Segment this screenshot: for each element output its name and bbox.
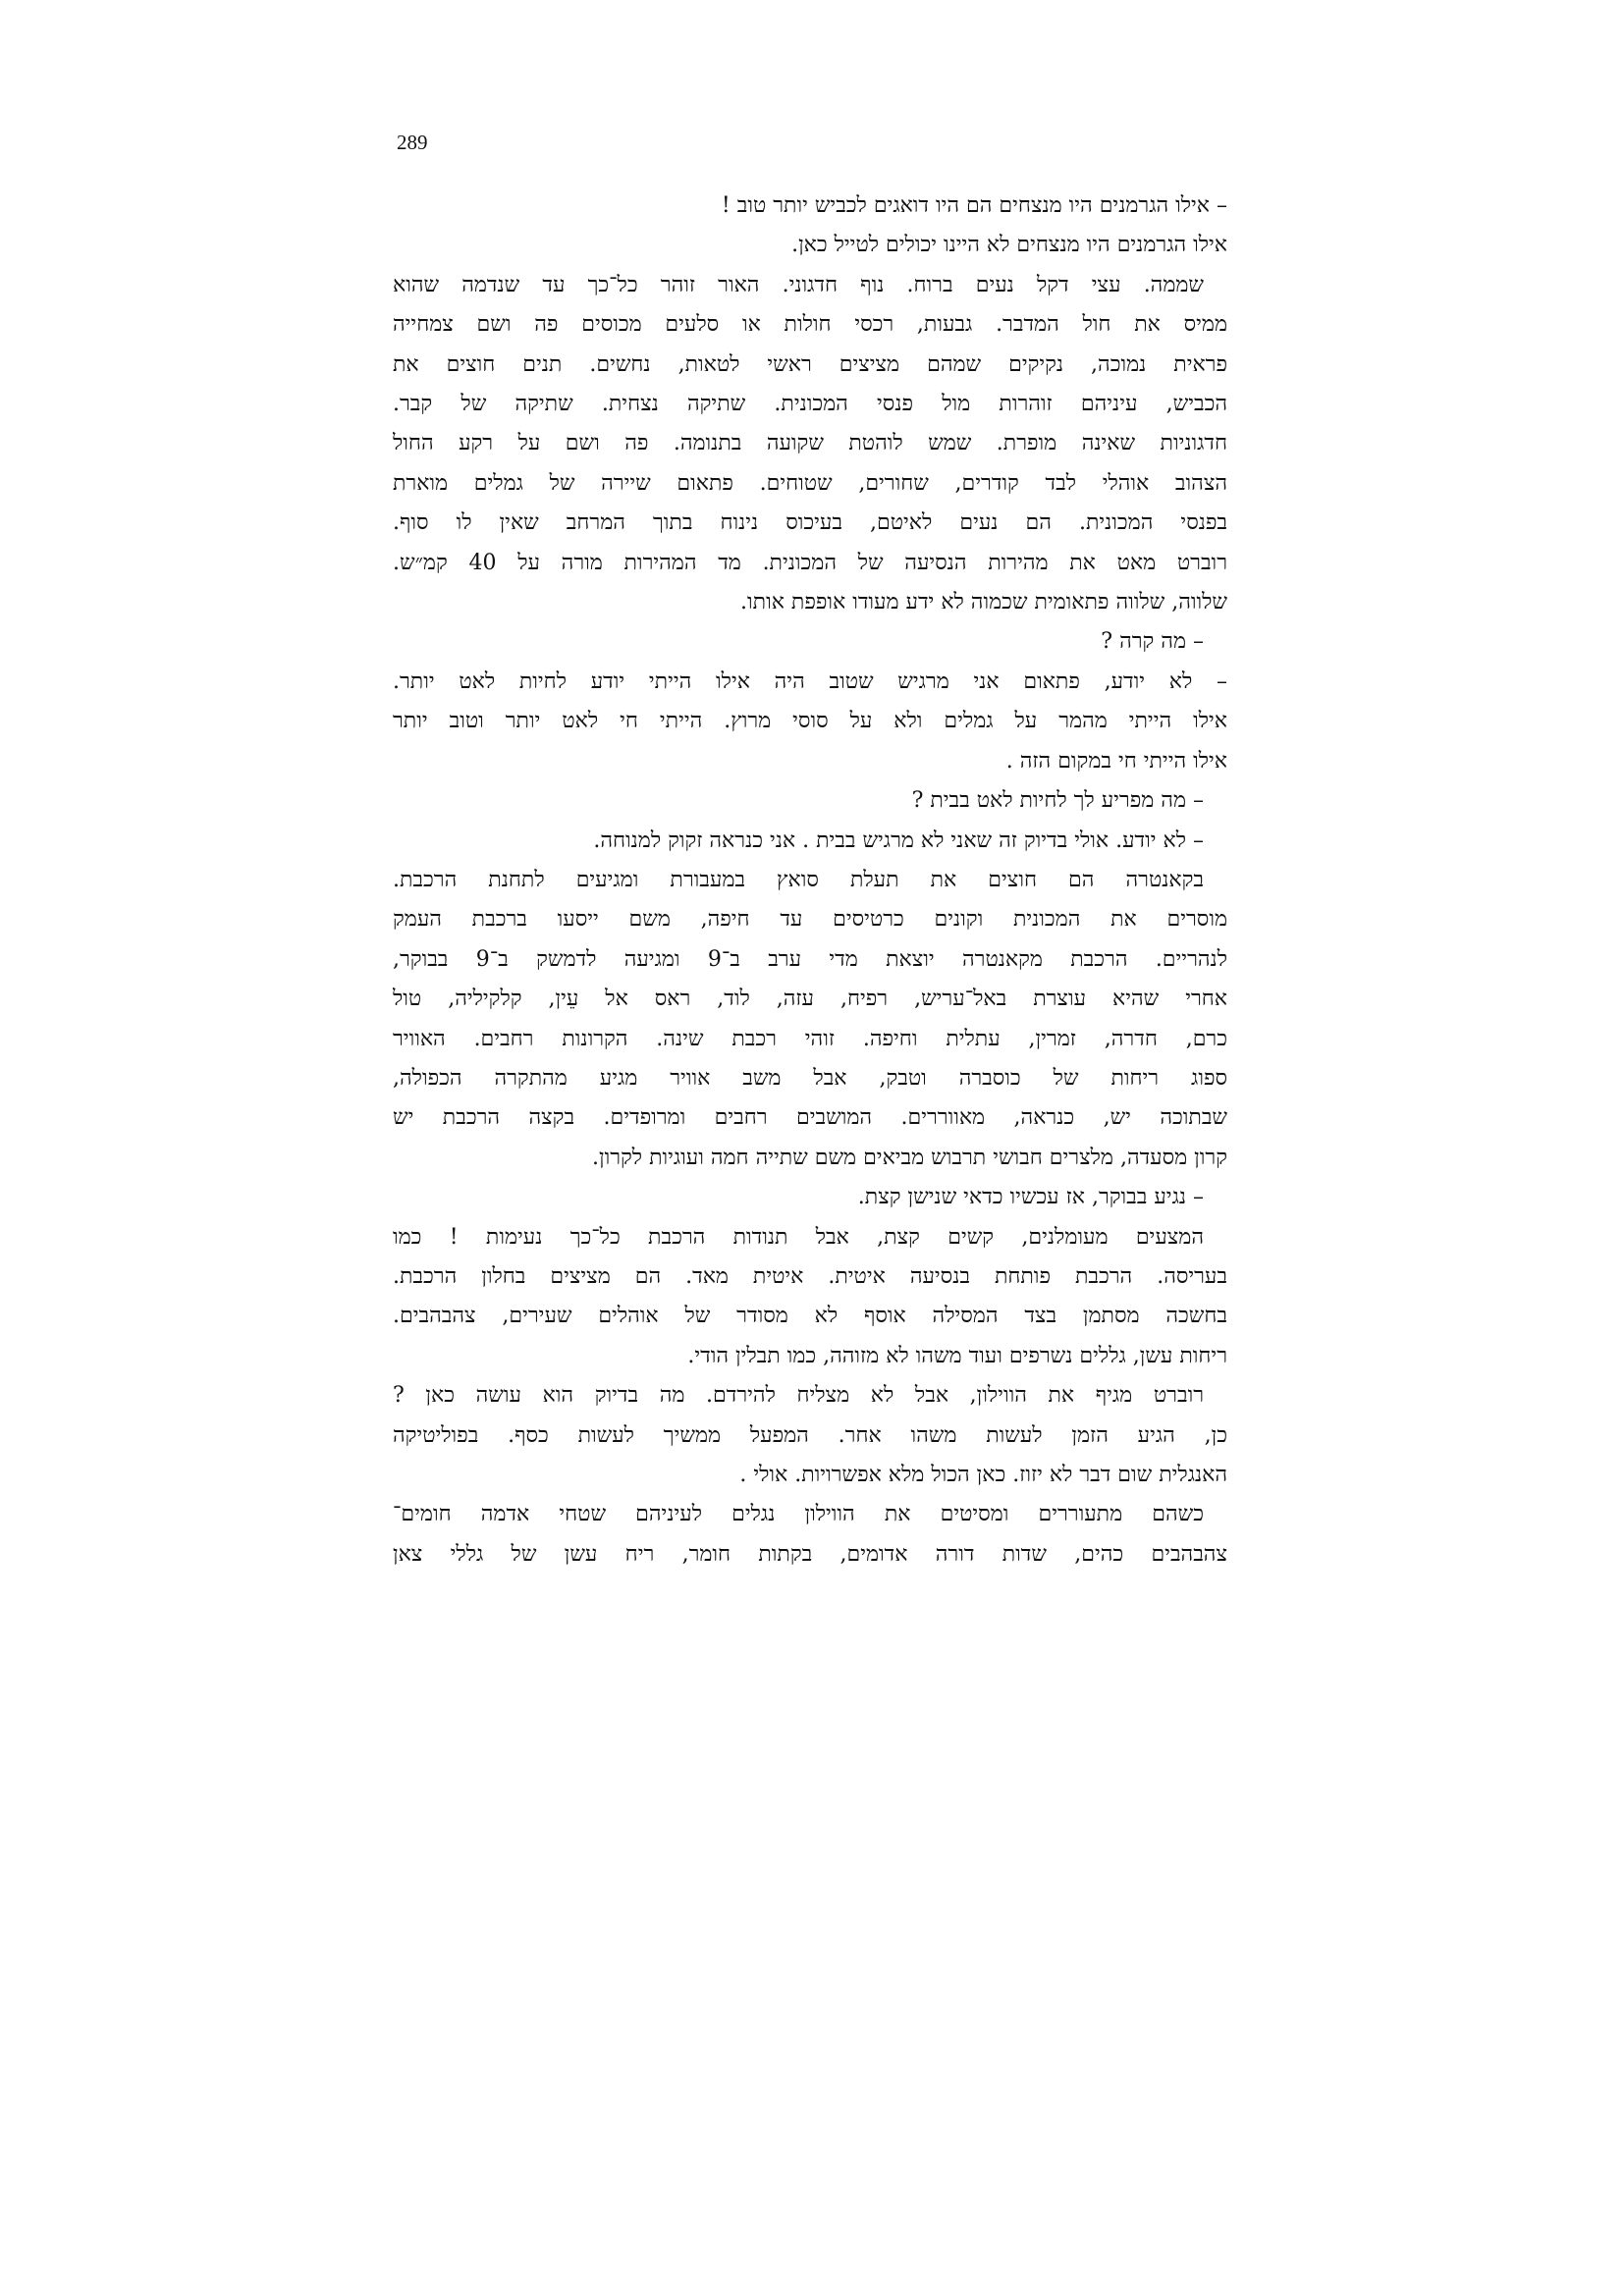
text-line: – מה קרה ? xyxy=(1101,629,1204,655)
text-line: הכביש, עיניהם זוהרות מול פנסי המכונית. שתיקה נצחית. שתיקה של קבר. xyxy=(393,392,1227,417)
text-line: הצהוב אוהלי לבד קודרים, שחורים, שטוחים. פתאום שיירה של גמלים מוארת xyxy=(393,470,1227,496)
text-line: צהבהבים כהים, שדות דורה אדומים, בקתות חומר, ריח עשן של גללי צאן xyxy=(393,1541,1227,1567)
text-line: לנהריים. הרכבת מקאנטרה יוצאת מדי ערב ב־9 ומגיעה לדמשק ב־9 בבוקר, xyxy=(393,946,1227,972)
text-line: – אילו הגרמנים היו מנצחים הם היו דואגים לכביש יותר טוב ! xyxy=(721,193,1227,218)
text-line: רוברט מאט את מהירות הנסיעה של המכונית. מד המהירות מורה על 40 קמ״ש. xyxy=(393,550,1227,575)
text-line: רוברט מגיף את הווילון, אבל לא מצליח להירדם. מה בדיוק הוא עושה כאן ? xyxy=(393,1383,1204,1409)
text-line: המצעים מעומלנים, קשים קצת, אבל תנודות הרכבת כל־כך נעימות ! כמו xyxy=(393,1224,1204,1250)
text-line: ספוג ריחות של כוסברה וטבק, אבל משב אוויר מגיע מהתקרה הכפולה, xyxy=(393,1065,1227,1091)
text-line: ריחות עשן, גללים נשרפים ועוד משהו לא מזוהה, כמו תבלין הודי. xyxy=(687,1343,1227,1368)
text-line: – לא יודע, פתאום אני מרגיש שטוב היה אילו הייתי יודע לחיות לאט יותר. xyxy=(393,668,1227,694)
text-line: בעריסה. הרכבת פותחת בנסיעה איטית. איטית מאד. הם מציצים בחלון הרכבת. xyxy=(393,1263,1227,1289)
text-line: שלווה, שלווה פתאומית שכמוה לא ידע מעודו אופפת אותו. xyxy=(740,590,1227,615)
text-line: כשהם מתעוררים ומסיטים את הווילון נגלים לעיניהם שטחי אדמה חומים־ xyxy=(393,1502,1204,1527)
text-line: בפנסי המכונית. הם נעים לאיטם, בעיכוס נינוח בתוך המרחב שאין לו סוף. xyxy=(393,510,1227,536)
text-line: אילו הגרמנים היו מנצחים לא היינו יכולים לטייל כאן. xyxy=(791,233,1227,258)
text-line: שממה. עצי דקל נעים ברוח. נוף חדגוני. האור זוהר כל־כך עד שנדמה שהוא xyxy=(393,272,1204,297)
text-line: קרון מסעדה, מלצרים חבושי תרבוש מביאים משם שתייה חמה ועוגיות לקרון. xyxy=(591,1145,1227,1170)
text-line: – לא יודע. אולי בדיוק זה שאני לא מרגיש בבית . אני כנראה זקוק למנוחה. xyxy=(593,828,1204,853)
text-line: פראית נמוכה, נקיקים שמהם מציצים ראשי לטאות, נחשים. תנים חוצים את xyxy=(393,351,1227,377)
text-line: בחשכה מסתמן בצד המסילה אוסף לא מסודר של אוהלים שעירים, צהבהבים. xyxy=(393,1304,1227,1329)
text-line: כרם, חדרה, זמרין, עתלית וחיפה. זוהי רכבת שינה. הקרונות רחבים. האוויר xyxy=(393,1026,1227,1051)
text-line: – מה מפריע לך לחיות לאט בבית ? xyxy=(911,788,1204,814)
body-text xyxy=(393,187,1227,1575)
text-line: אילו הייתי מהמר על גמלים ולא על סוסי מרוץ. הייתי חי לאט יותר וטוב יותר xyxy=(393,709,1227,734)
text-line: בקאנטרה הם חוצים את תעלת סואץ במעבורת ומגיעים לתחנת הרכבת. xyxy=(393,867,1204,892)
text-line: אילו הייתי חי במקום הזה . xyxy=(1005,748,1227,774)
text-line: אחרי שהיא עוצרת באל־עריש, רפיח, עזה, לוד, ראס אל עֵין, קלקיליה, טול xyxy=(393,987,1227,1012)
text-line: מוסרים את המכונית וקונים כרטיסים עד חיפה, משם ייסעו ברכבת העמק xyxy=(393,907,1227,933)
text-line: ממיס את חול המדבר. גבעות, רכסי חולות או סלעים מכוסים פה ושם צמחייה xyxy=(393,312,1227,338)
text-line: האנגלית שום דבר לא יזוז. כאן הכול מלא אפשרויות. אולי . xyxy=(739,1463,1227,1487)
text-line: כן, הגיע הזמן לעשות משהו אחר. המפעל ממשיך לעשות כסף. בפוליטיקה xyxy=(393,1422,1227,1448)
text-line: שבתוכה יש, כנראה, מאווררים. המושבים רחבים ומרופדים. בקצה הרכבת יש xyxy=(393,1105,1227,1131)
page-number: 289 xyxy=(397,131,428,154)
text-line: – נגיע בבוקר, אז עכשיו כדאי שנישן קצת. xyxy=(857,1185,1204,1210)
text-line: חדגוניות שאינה מופרת. שמש לוהטת שקועה בתנומה. פה ושם על רקע החול xyxy=(393,431,1227,456)
